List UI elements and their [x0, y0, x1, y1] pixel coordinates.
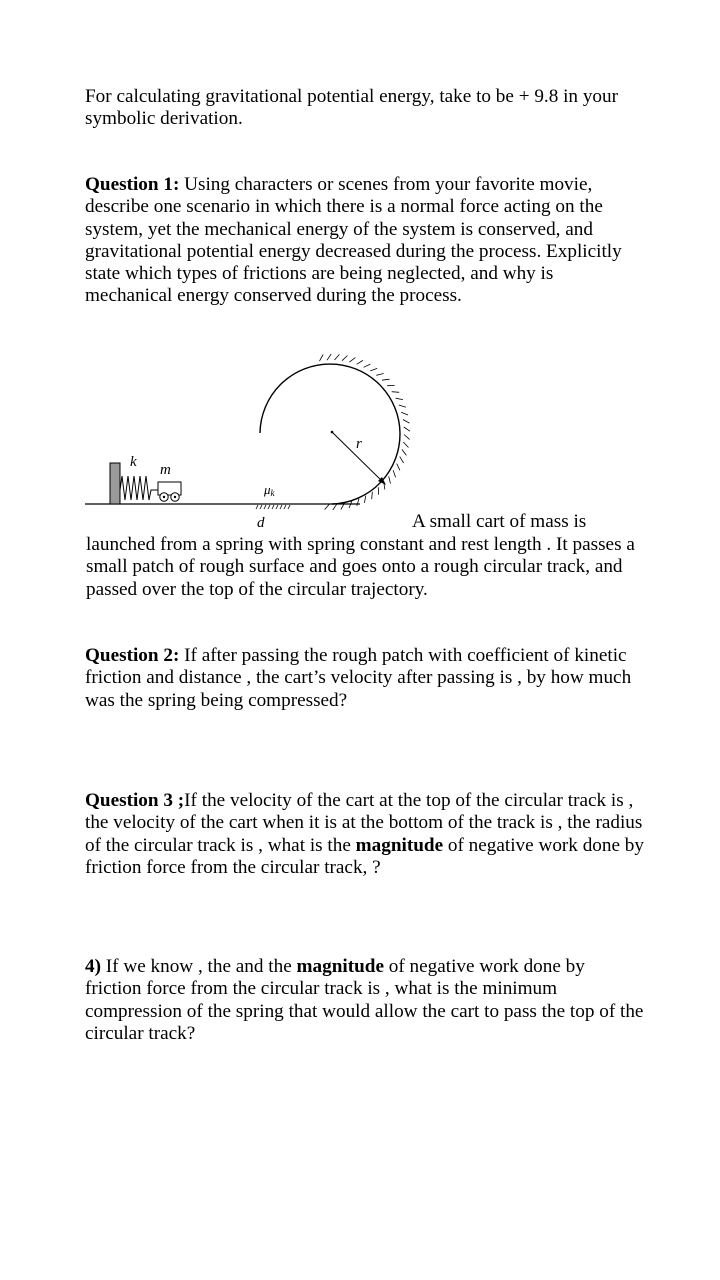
track-hatch-tick: [403, 442, 408, 448]
track-hatch-tick: [357, 499, 359, 506]
label-k: k: [130, 454, 137, 470]
question-4-bold: magnitude: [296, 956, 384, 977]
cart-wheel-left-hub: [163, 496, 165, 498]
track-hatch-tick: [327, 354, 331, 360]
track-hatch-tick: [376, 374, 383, 376]
track-hatch-tick: [364, 496, 365, 503]
spring-cart-loop-diagram: [80, 340, 420, 535]
track-hatch-tick: [392, 392, 400, 393]
question-2: [85, 645, 645, 712]
track-hatch-tick: [333, 504, 337, 510]
track-hatch-tick: [320, 355, 324, 362]
question-4: [85, 956, 645, 1045]
track-hatch-tick: [402, 449, 407, 455]
question-2-label: Question 2:: [85, 645, 180, 666]
track-hatch-tick: [364, 364, 371, 367]
label-mu-k: μk: [264, 482, 275, 498]
question-3-text-after: of negative work done by friction force from the circular track, ?: [85, 834, 644, 878]
question-3-bold: magnitude: [355, 834, 444, 856]
cart-description-first-line: A small cart of mass is: [412, 511, 587, 532]
track-hatch-tick: [404, 427, 410, 431]
track-hatch-tick: [403, 420, 410, 424]
spring-wall: [110, 463, 120, 504]
question-4-text-after: of negative work done by friction force from the circular track is , what is the minimum compression of the spring that would allow the cart to pass the top of the circular track?: [85, 956, 644, 1044]
cart-body: [158, 482, 181, 495]
track-hatch-tick: [342, 356, 348, 361]
spring-coil: [120, 476, 158, 500]
track-hatch-tick: [393, 470, 396, 477]
question-4-text-before: If we know , the and the: [100, 956, 297, 977]
cart-wheel-right-hub: [174, 496, 176, 498]
label-d: d: [257, 515, 265, 531]
question-3-label: Question 3 ;: [85, 790, 185, 811]
cart-description: launched from a spring with spring constant and rest length . It passes a small patch of rough surface and goes onto a rough circular track, and passed over the top of the circular trajectory.: [86, 534, 635, 600]
track-hatch-tick: [399, 405, 406, 407]
track-hatch-tick: [397, 464, 400, 471]
track-hatch-tick: [335, 354, 340, 360]
track-hatch-tick: [325, 504, 330, 510]
label-r: r: [356, 436, 362, 452]
track-hatch-tick: [357, 360, 363, 364]
track-hatch-tick: [400, 457, 404, 463]
track-hatch-tick: [382, 379, 390, 380]
track-hatch-tick: [349, 358, 355, 363]
label-m: m: [160, 462, 171, 478]
intro-paragraph: For calculating gravitational potential energy, take to be + 9.8 in your symbolic derivation.: [85, 86, 618, 130]
track-hatch-tick: [389, 476, 391, 483]
track-hatch-tick: [396, 398, 403, 399]
track-hatch-tick: [370, 368, 377, 371]
question-4-label: 4): [85, 956, 101, 977]
circular-track: [260, 364, 400, 504]
question-3-text-before: If the velocity of the cart at the top of the circular track is , the velocity of the cart when it is at the bottom of the track is , the radius of the circular track is , what is the: [85, 790, 643, 856]
rough-patch-hatching: [256, 505, 290, 509]
question-2-text: If after passing the rough patch with coefficient of kinetic friction and distance , the cart’s velocity after passing is , by how much was the spring being compressed?: [85, 645, 632, 711]
question-1-text: Using characters or scenes from your favorite movie, describe one scenario in which there is a normal force acting on the system, yet the mechanical energy of the system is conserved, and gravitational potential energy decreased during the process. Explicitly state which types of frictions are being neglected, and why is mechanical energy conserved during the process.: [85, 174, 622, 307]
question-3: [85, 790, 645, 879]
track-hatch-tick: [404, 435, 410, 440]
track-hatch-tick: [349, 501, 352, 508]
track-hatch-tick: [401, 412, 408, 415]
track-hatch-tick: [372, 492, 373, 500]
question-1-label: Question 1:: [85, 174, 180, 195]
question-1: [85, 174, 645, 308]
